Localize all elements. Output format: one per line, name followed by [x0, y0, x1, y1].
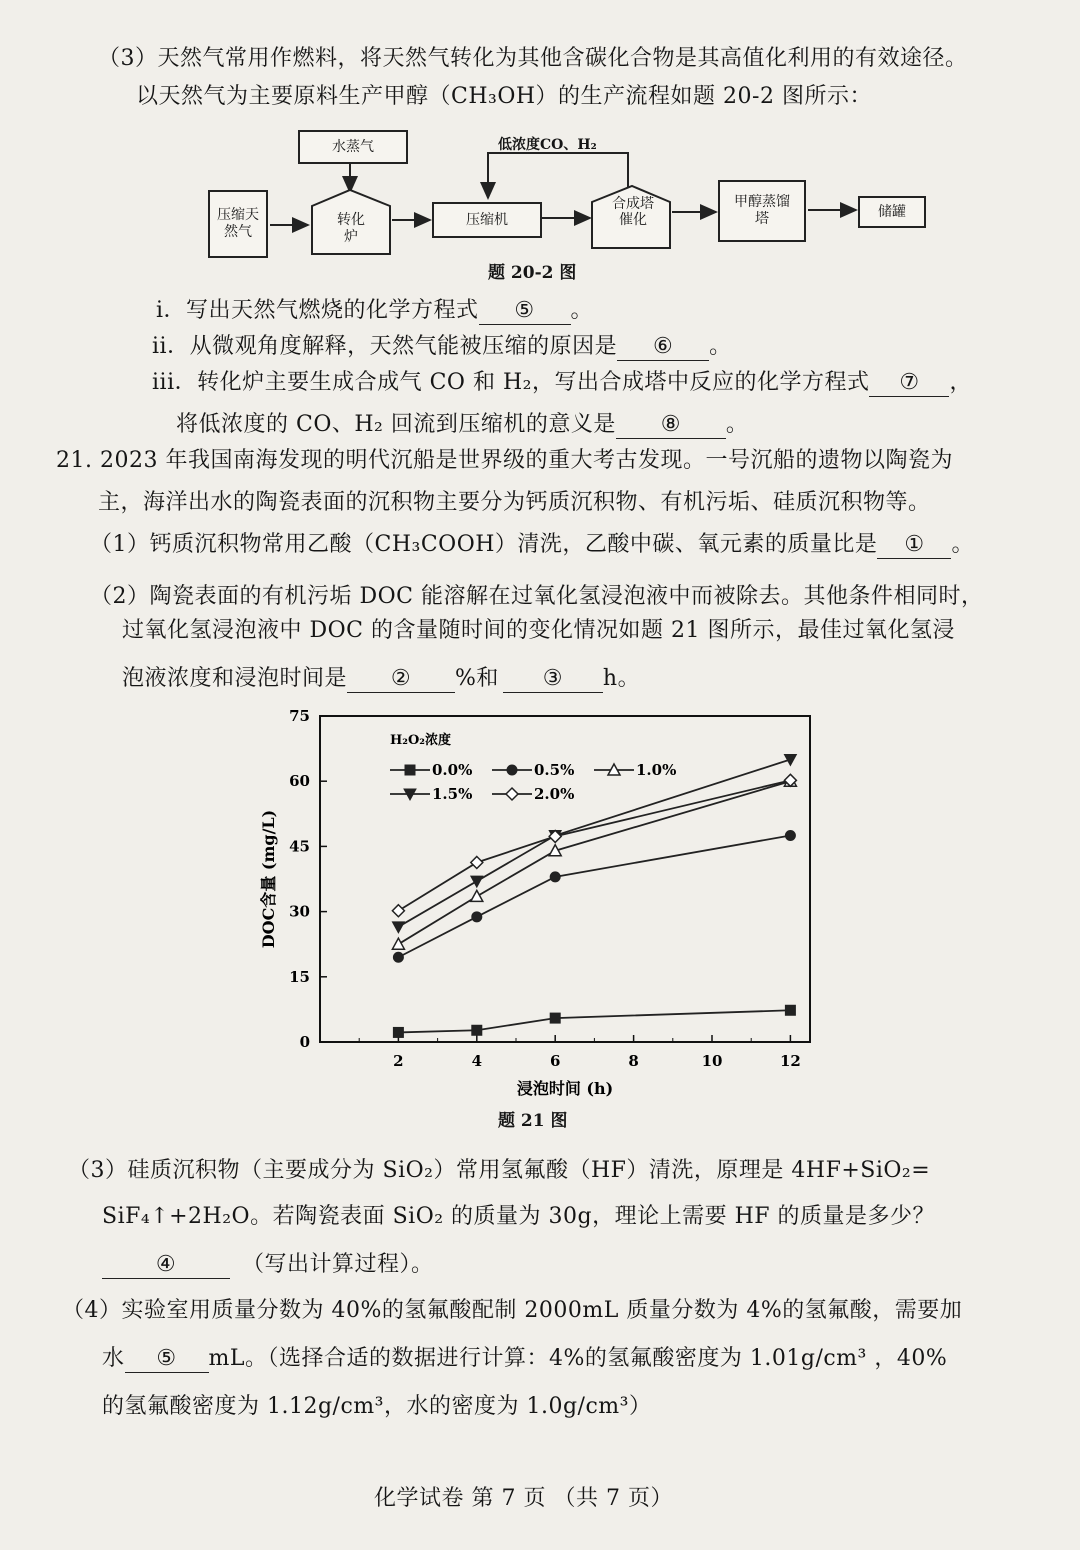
page-footer: 化学试卷 第 7 页 （共 7 页）	[374, 1486, 673, 1511]
x-tick-label: 10	[701, 1052, 723, 1070]
q20-3-iii-text: iii．转化炉主要生成合成气 CO 和 H₂，写出合成塔中反应的化学方程式	[152, 370, 870, 395]
compressor-box: 压缩机	[432, 202, 542, 238]
flow-caption: 题 20-2 图	[488, 263, 577, 283]
q20-3-i-text: i．写出天然气燃烧的化学方程式	[156, 298, 479, 323]
q20-3-iii2-text: 将低浓度的 CO、H₂ 回流到压缩机的意义是	[176, 412, 616, 437]
q20-3-iii	[152, 368, 972, 398]
answer-blank-5[interactable]: ⑤	[479, 298, 571, 325]
q21-part-4c: 的氢氟酸密度为 1.12g/cm³，水的密度为 1.0g/cm³）	[102, 1394, 652, 1419]
series-2-point	[471, 890, 483, 901]
x-tick-label: 12	[779, 1052, 801, 1070]
legend-marker-4	[506, 788, 518, 800]
series-1-point	[785, 831, 795, 841]
q21-part-1	[90, 530, 974, 560]
q21-part-1-end: 。	[951, 532, 974, 557]
q20-3-i	[156, 296, 593, 326]
answer-blank-6[interactable]: ⑥	[617, 334, 709, 361]
series-line-1	[398, 836, 790, 958]
series-4-point	[392, 905, 404, 917]
q21-part-2c	[122, 664, 640, 694]
reformer-label: 转化炉	[337, 212, 365, 245]
q20-3-intro-1: （3）天然气常用作燃料，将天然气转化为其他含碳化合物是其高值化利用的有效途径。	[98, 46, 968, 71]
distill-box: 甲醇蒸馏塔	[718, 180, 806, 242]
y-tick-label: 60	[289, 772, 310, 791]
q21-part-2a: （2）陶瓷表面的有机污垢 DOC 能溶解在过氧化氢浸泡液中而被除去。其他条件相同时，	[90, 584, 984, 609]
doc-chart	[250, 700, 850, 1110]
arrow-recycle	[488, 153, 628, 198]
legend-label-2: 1.0%	[636, 761, 677, 779]
q21-part-3b: SiF₄↑+2H₂O。若陶瓷表面 SiO₂ 的质量为 30g，理论上需要 HF 的质量是多少？	[102, 1204, 936, 1229]
legend-marker-1	[507, 765, 517, 775]
y-tick-label: 0	[299, 1033, 310, 1051]
series-1-point	[393, 952, 403, 962]
y-tick-label: 30	[289, 902, 310, 921]
y-tick-label: 45	[289, 837, 310, 856]
x-tick-label: 2	[393, 1052, 404, 1070]
y-axis-label: DOC含量 (mg/L)	[259, 809, 278, 949]
answer-blank-5b[interactable]: ⑤	[125, 1346, 209, 1373]
series-1-point	[550, 872, 560, 882]
q21-part-3c-text: （写出计算过程）。	[242, 1252, 434, 1277]
series-line-0	[398, 1010, 790, 1032]
answer-blank-1[interactable]: ①	[877, 532, 951, 559]
q21-head-2: 主，海洋出水的陶瓷表面的沉积物主要分为钙质沉积物、有机污垢、硅质沉积物等。	[98, 490, 931, 515]
series-3-point	[471, 876, 483, 887]
q21-part-3a: （3）硅质沉积物（主要成分为 SiO₂）常用氢氟酸（HF）清洗，原理是 4HF+SiO₂=	[68, 1158, 931, 1183]
q21-part-2c-text: 泡液浓度和浸泡时间是	[122, 666, 348, 691]
series-2-point	[392, 938, 404, 949]
series-3-point	[392, 922, 404, 933]
q20-3-ii	[152, 332, 732, 362]
steam-box: 水蒸气	[298, 130, 408, 164]
series-4-point	[471, 856, 483, 868]
q21-part-4b-post: mL。（选择合适的数据进行计算：4%的氢氟酸密度为 1.01g/cm³ ，40%	[208, 1346, 948, 1371]
series-line-2	[398, 781, 790, 944]
x-tick-label: 8	[628, 1052, 639, 1070]
answer-blank-2[interactable]: ②	[347, 666, 455, 693]
q20-3-iii-comma: ，	[949, 370, 972, 395]
legend-title: H₂O₂浓度	[390, 733, 451, 748]
x-axis-label: 浸泡时间 (h)	[516, 1079, 614, 1098]
q20-3-intro-2: 以天然气为主要原料生产甲醇（CH₃OH）的生产流程如题 20-2 图所示：	[136, 84, 872, 109]
y-tick-label: 15	[289, 967, 310, 986]
q21-part-1-text: （1）钙质沉积物常用乙酸（CH₃COOH）清洗，乙酸中碳、氧元素的质量比是	[90, 532, 878, 557]
legend-label-1: 0.5%	[534, 761, 575, 779]
q21-head-1: 21. 2023 年我国南海发现的明代沉船是世界级的重大考古发现。一号沉船的遗物以陶瓷为	[56, 448, 953, 473]
x-tick-label: 6	[549, 1052, 561, 1070]
legend-label-4: 2.0%	[534, 785, 575, 803]
q21-part-4a: （4）实验室用质量分数为 40%的氢氟酸配制 2000mL 质量分数为 4%的氢氟酸，需要加	[62, 1298, 963, 1323]
legend-marker-0	[405, 765, 415, 775]
legend-label-3: 1.5%	[432, 785, 473, 803]
answer-blank-3[interactable]: ③	[503, 666, 603, 693]
q21-part-2c-mid: %和	[455, 666, 499, 691]
q21-part-3c	[102, 1250, 434, 1280]
series-0-point	[785, 1005, 795, 1015]
tank-box: 储罐	[858, 196, 926, 228]
answer-blank-7[interactable]: ⑦	[869, 370, 949, 397]
x-tick-label: 4	[471, 1052, 483, 1070]
q20-3-ii-text: ii．从微观角度解释，天然气能被压缩的原因是	[152, 334, 618, 359]
answer-blank-4[interactable]: ④	[102, 1252, 230, 1279]
q21-part-2b: 过氧化氢浸泡液中 DOC 的含量随时间的变化情况如题 21 图所示，最佳过氧化氢浸	[122, 618, 955, 643]
recycle-label: 低浓度CO、H₂	[498, 137, 597, 153]
q20-3-i-end: 。	[570, 298, 594, 323]
q21-part-4b	[102, 1344, 947, 1374]
q21-part-4b-pre: 水	[102, 1346, 125, 1371]
y-tick-label: 75	[289, 707, 310, 725]
chart-caption: 题 21 图	[498, 1111, 568, 1131]
q20-3-iii2-end: 。	[725, 412, 749, 437]
q20-3-ii-end: 。	[709, 334, 732, 359]
answer-blank-8[interactable]: ⑧	[616, 412, 726, 439]
synthesis-label: 合成塔催化	[612, 196, 654, 228]
series-0-point	[472, 1025, 482, 1035]
q21-part-2c-end: h。	[602, 666, 641, 691]
gas-box: 压缩天然气	[208, 190, 268, 258]
series-1-point	[472, 912, 482, 922]
legend-label-0: 0.0%	[432, 761, 473, 779]
q20-3-iii-2	[176, 410, 748, 440]
series-0-point	[393, 1027, 403, 1037]
series-0-point	[550, 1013, 560, 1023]
